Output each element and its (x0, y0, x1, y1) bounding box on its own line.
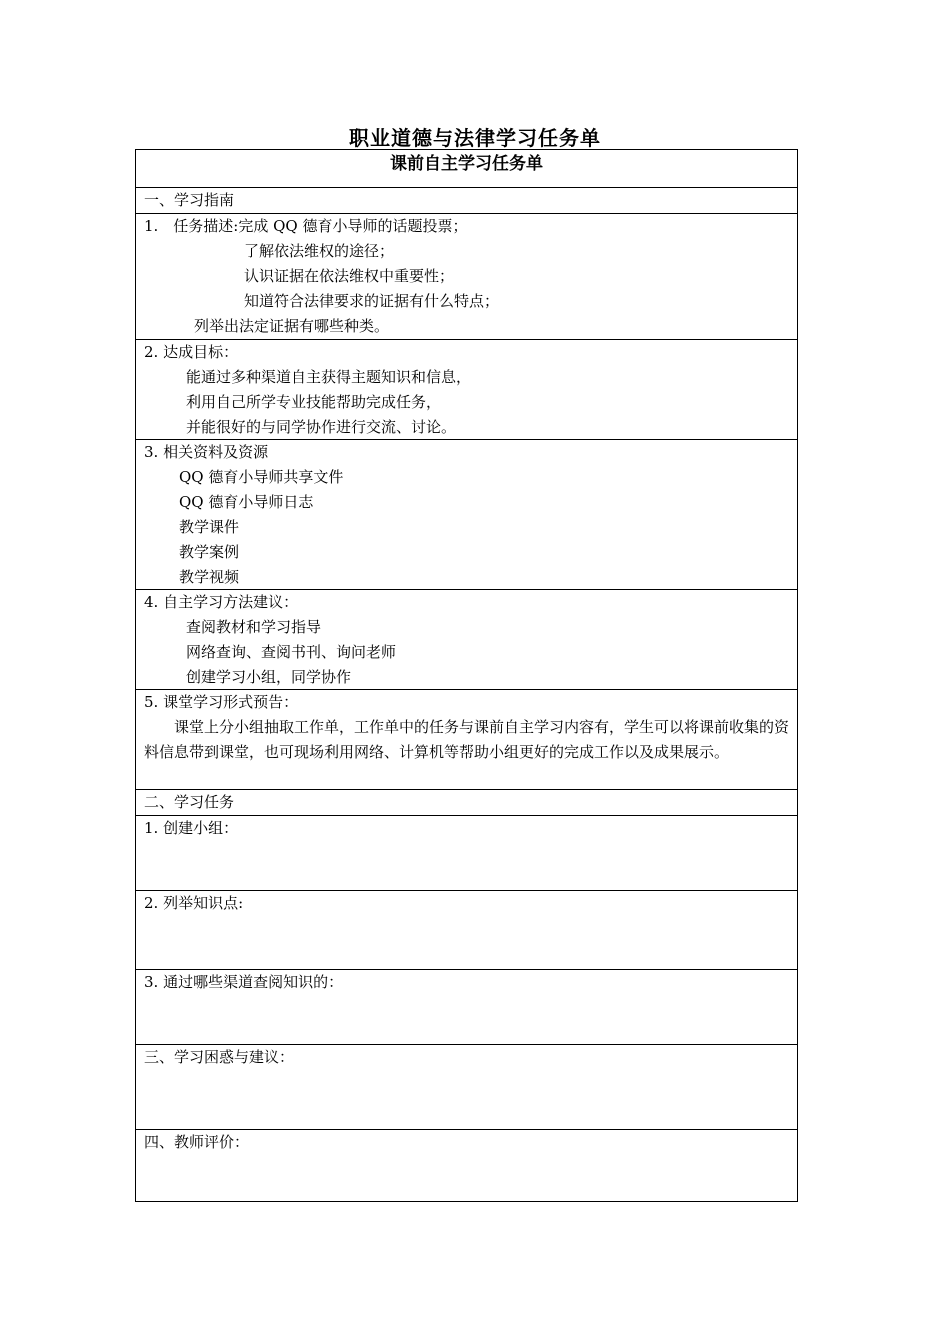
section-study-guide-heading (136, 187, 797, 213)
task-item: 认识证据在依法维权中重要性； (244, 267, 455, 285)
goal-item: 能通过多种渠道自主获得主题知识和信息， (186, 368, 472, 386)
answer-prompt: 2. 列举知识点: (144, 894, 244, 912)
answer-box-teacher-evaluation[interactable] (136, 1129, 797, 1201)
goals-heading: 2. 达成目标： (144, 343, 239, 361)
section-heading: 四、教师评价： (144, 1133, 250, 1151)
answer-prompt: 1. 创建小组： (144, 819, 239, 837)
answer-prompt: 3. 通过哪些渠道查阅知识的： (144, 973, 344, 991)
resource-item: QQ 德育小导师日志 (179, 493, 314, 511)
section-heading: 二、学习任务 (144, 793, 235, 811)
answer-box-knowledge-points[interactable] (136, 890, 797, 969)
resources-block (136, 439, 797, 589)
goal-item: 利用自己所学专业技能帮助完成任务， (186, 393, 442, 411)
methods-heading: 4. 自主学习方法建议： (144, 593, 299, 611)
preview-paragraph: 课堂上分小组抽取工作单，工作单中的任务与课前自主学习内容有，学生可以将课前收集的资料信息带到课堂，也可现场利用网络、计算机等帮助小组更好的完成工作以及成果展示。 (144, 718, 790, 761)
section-heading: 三、学习困惑与建议： (144, 1048, 295, 1066)
answer-box-doubts-suggestions[interactable] (136, 1044, 797, 1129)
resources-heading: 3. 相关资料及资源 (144, 443, 269, 461)
resource-item: QQ 德育小导师共享文件 (179, 468, 344, 486)
method-item: 创建学习小组，同学协作 (186, 668, 352, 686)
goal-item: 并能很好的与同学协作进行交流、讨论。 (186, 418, 457, 436)
resource-item: 教学案例 (179, 543, 240, 561)
method-item: 查阅教材和学习指导 (186, 618, 322, 636)
task-item-last: 列举出法定证据有哪些种类。 (194, 317, 390, 335)
task-sheet-table (135, 149, 798, 1202)
task-description-line: 1. 任务描述:完成 QQ 德育小导师的话题投票； (144, 217, 468, 235)
task-item: 知道符合法律要求的证据有什么特点； (244, 292, 500, 310)
preview-heading: 5. 课堂学习形式预告： (144, 693, 299, 711)
methods-block (136, 589, 797, 689)
sheet-subtitle: 课前自主学习任务单 (390, 154, 543, 174)
resource-item: 教学课件 (179, 518, 240, 536)
task-item: 了解依法维权的途径； (244, 242, 395, 260)
class-preview-block (136, 689, 797, 789)
section-study-tasks-heading (136, 789, 797, 815)
goals-block (136, 339, 797, 439)
document-title: 职业道德与法律学习任务单 (349, 126, 601, 150)
task-description-block (136, 213, 797, 339)
section-heading: 一、学习指南 (144, 191, 235, 209)
answer-box-channels[interactable] (136, 969, 797, 1044)
answer-box-create-group[interactable] (136, 815, 797, 890)
resource-item: 教学视频 (179, 568, 240, 586)
method-item: 网络查询、查阅书刊、询问老师 (186, 643, 397, 661)
